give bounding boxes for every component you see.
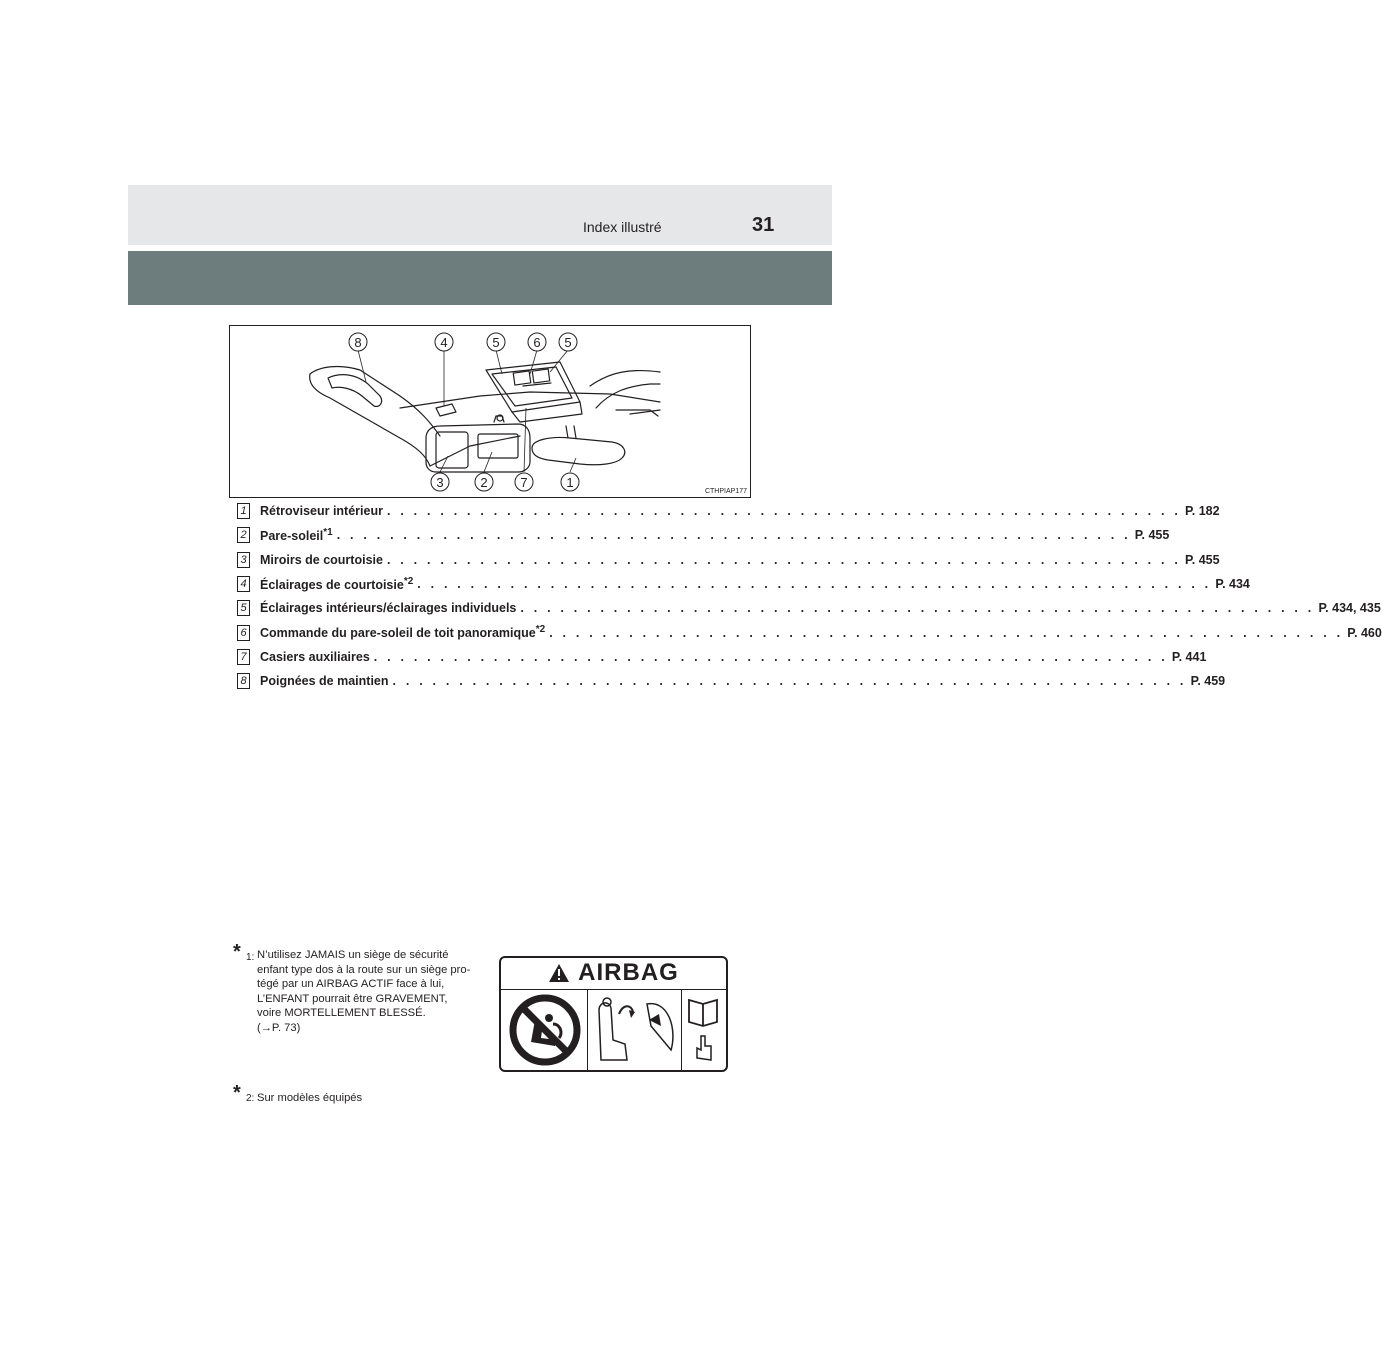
dot-leader: . . . . . . . . . . . . . . . . . . . . . . . . . . . . . . . . . . . . . . . . . . . . . . . . . . . . . . . . . . . . <box>386 552 1182 567</box>
header-band <box>128 185 832 245</box>
callout-3 <box>431 473 449 491</box>
manual-read-icon <box>683 990 725 1070</box>
list-item[interactable] <box>237 502 1220 520</box>
item-label <box>260 576 413 592</box>
item-number: 5 <box>237 600 250 616</box>
footnote-1-link[interactable]: (→P. 73) <box>257 1021 301 1034</box>
no-rear-facing-child-seat-panel <box>505 990 585 1070</box>
item-page-ref[interactable]: P. 434 <box>1215 576 1250 591</box>
footnote-1-text <box>257 948 470 1035</box>
svg-text:7: 7 <box>520 475 528 490</box>
callout-1 <box>561 473 579 491</box>
ceiling-drawing <box>230 326 750 497</box>
item-page-ref[interactable]: P. 182 <box>1185 504 1220 518</box>
list-item[interactable] <box>237 526 1170 544</box>
dot-leader: . . . . . . . . . . . . . . . . . . . . . . . . . . . . . . . . . . . . . . . . . . . . . . . . . . . . . . . . . . . . <box>520 601 1315 616</box>
dot-leader: . . . . . . . . . . . . . . . . . . . . . . . . . . . . . . . . . . . . . . . . . . . . . . . . . . . . . . . . . . . . <box>392 674 1187 689</box>
callout-5a <box>487 333 505 351</box>
svg-text:5: 5 <box>492 335 500 350</box>
item-number: 2 <box>237 527 250 543</box>
airbag-header <box>501 958 726 988</box>
list-item[interactable] <box>237 575 1250 593</box>
item-number: 3 <box>237 552 250 568</box>
item-number: 8 <box>237 673 250 689</box>
item-label-text: Casiers auxiliaires <box>260 649 370 664</box>
list-item[interactable] <box>237 648 1207 666</box>
footnote-1-line: enfant type dos à la route sur un siège pro- <box>257 963 471 976</box>
footnote-1-line: voire MORTELLEMENT BLESSÉ. <box>257 1007 426 1019</box>
list-item[interactable] <box>237 672 1226 690</box>
footnote-2-index: 2: <box>246 1093 255 1104</box>
item-page-ref[interactable]: P. 455 <box>1134 528 1170 543</box>
warning-triangle-icon <box>548 963 570 983</box>
item-label-text: Rétroviseur intérieur <box>260 504 383 518</box>
callout-6 <box>528 333 546 351</box>
list-item[interactable] <box>237 624 1382 642</box>
airbag-word: AIRBAG <box>578 959 679 986</box>
item-label-text: Commande du pare-soleil de toit panoramique <box>260 626 536 641</box>
manual-read-panel <box>683 990 725 1070</box>
dot-leader: . . . . . . . . . . . . . . . . . . . . . . . . . . . . . . . . . . . . . . . . . . . . . . . . . . . . . . . . . . . . <box>336 528 1131 543</box>
footnote-1-line: N’utilisez JAMAIS un siège de sécurité <box>257 949 449 961</box>
footnote-1-line: L’ENFANT pourrait être GRAVEMENT, <box>257 992 448 1005</box>
svg-text:2: 2 <box>480 475 488 490</box>
airbag-warning-label <box>499 956 728 1072</box>
callout-7 <box>515 473 533 491</box>
item-label-text: Poignées de maintien <box>260 674 389 689</box>
item-page-ref[interactable]: P. 459 <box>1190 674 1226 689</box>
item-label <box>260 527 333 543</box>
dot-leader: . . . . . . . . . . . . . . . . . . . . . . . . . . . . . . . . . . . . . . . . . . . . . . . . . . . . . . . . . . . . <box>549 625 1344 640</box>
item-page-ref[interactable]: P. 434, 435 <box>1318 601 1381 616</box>
seat-airbag-deploy-icon <box>589 990 679 1070</box>
list-item[interactable] <box>237 551 1220 569</box>
section-color-band <box>128 251 832 305</box>
item-page-ref[interactable]: P. 455 <box>1185 552 1220 567</box>
seat-airbag-deploy-panel <box>589 990 679 1070</box>
item-label-text: Éclairages de courtoisie <box>260 577 404 592</box>
item-label <box>260 601 516 615</box>
item-page-ref[interactable]: P. 441 <box>1171 649 1207 664</box>
item-label <box>260 553 383 567</box>
footnote-1-index: 1: <box>246 952 255 963</box>
no-rear-facing-child-seat-icon <box>505 990 585 1070</box>
item-label <box>260 624 545 640</box>
svg-text:5: 5 <box>564 335 572 350</box>
item-number: 7 <box>237 649 250 665</box>
item-label <box>260 674 389 688</box>
item-label-text: Miroirs de courtoisie <box>260 552 383 567</box>
item-label-text: Pare-soleil <box>260 529 324 544</box>
figure-code: CTHPIAP177 <box>704 488 747 495</box>
footnote-1-star: * <box>233 941 241 963</box>
item-number: 4 <box>237 576 250 592</box>
interior-ceiling-illustration <box>229 325 751 498</box>
item-number: 6 <box>237 625 250 641</box>
callout-2 <box>475 473 493 491</box>
dot-leader: . . . . . . . . . . . . . . . . . . . . . . . . . . . . . . . . . . . . . . . . . . . . . . . . . . . . . . . . . . . . <box>386 504 1182 518</box>
item-footnote-marker: *1 <box>323 527 333 539</box>
item-label <box>260 504 383 518</box>
item-number: 1 <box>237 503 250 519</box>
section-title: Index illustré <box>583 219 662 235</box>
footnote-1-line: tégé par un AIRBAG ACTIF face à lui, <box>257 978 445 990</box>
item-footnote-marker: *2 <box>535 624 546 636</box>
item-label <box>260 650 370 664</box>
item-page-ref[interactable]: P. 460 <box>1347 625 1382 640</box>
dot-leader: . . . . . . . . . . . . . . . . . . . . . . . . . . . . . . . . . . . . . . . . . . . . . . . . . . . . . . . . . . . . <box>417 576 1212 591</box>
dot-leader: . . . . . . . . . . . . . . . . . . . . . . . . . . . . . . . . . . . . . . . . . . . . . . . . . . . . . . . . . . . . <box>373 649 1168 664</box>
svg-text:6: 6 <box>533 335 541 350</box>
list-item[interactable] <box>237 599 1381 617</box>
callout-4 <box>435 333 453 351</box>
page-number: 31 <box>752 214 775 236</box>
item-footnote-marker: *2 <box>403 575 414 587</box>
svg-text:1: 1 <box>566 475 574 490</box>
svg-text:8: 8 <box>354 335 362 350</box>
svg-text:4: 4 <box>440 335 448 350</box>
callout-8 <box>349 333 367 351</box>
svg-text:3: 3 <box>436 475 444 490</box>
callout-5b <box>559 333 577 351</box>
item-label-text: Éclairages intérieurs/éclairages individuels <box>260 601 517 616</box>
footnote-2-text: Sur modèles équipés <box>257 1092 363 1104</box>
footnote-2-star: * <box>233 1082 241 1104</box>
